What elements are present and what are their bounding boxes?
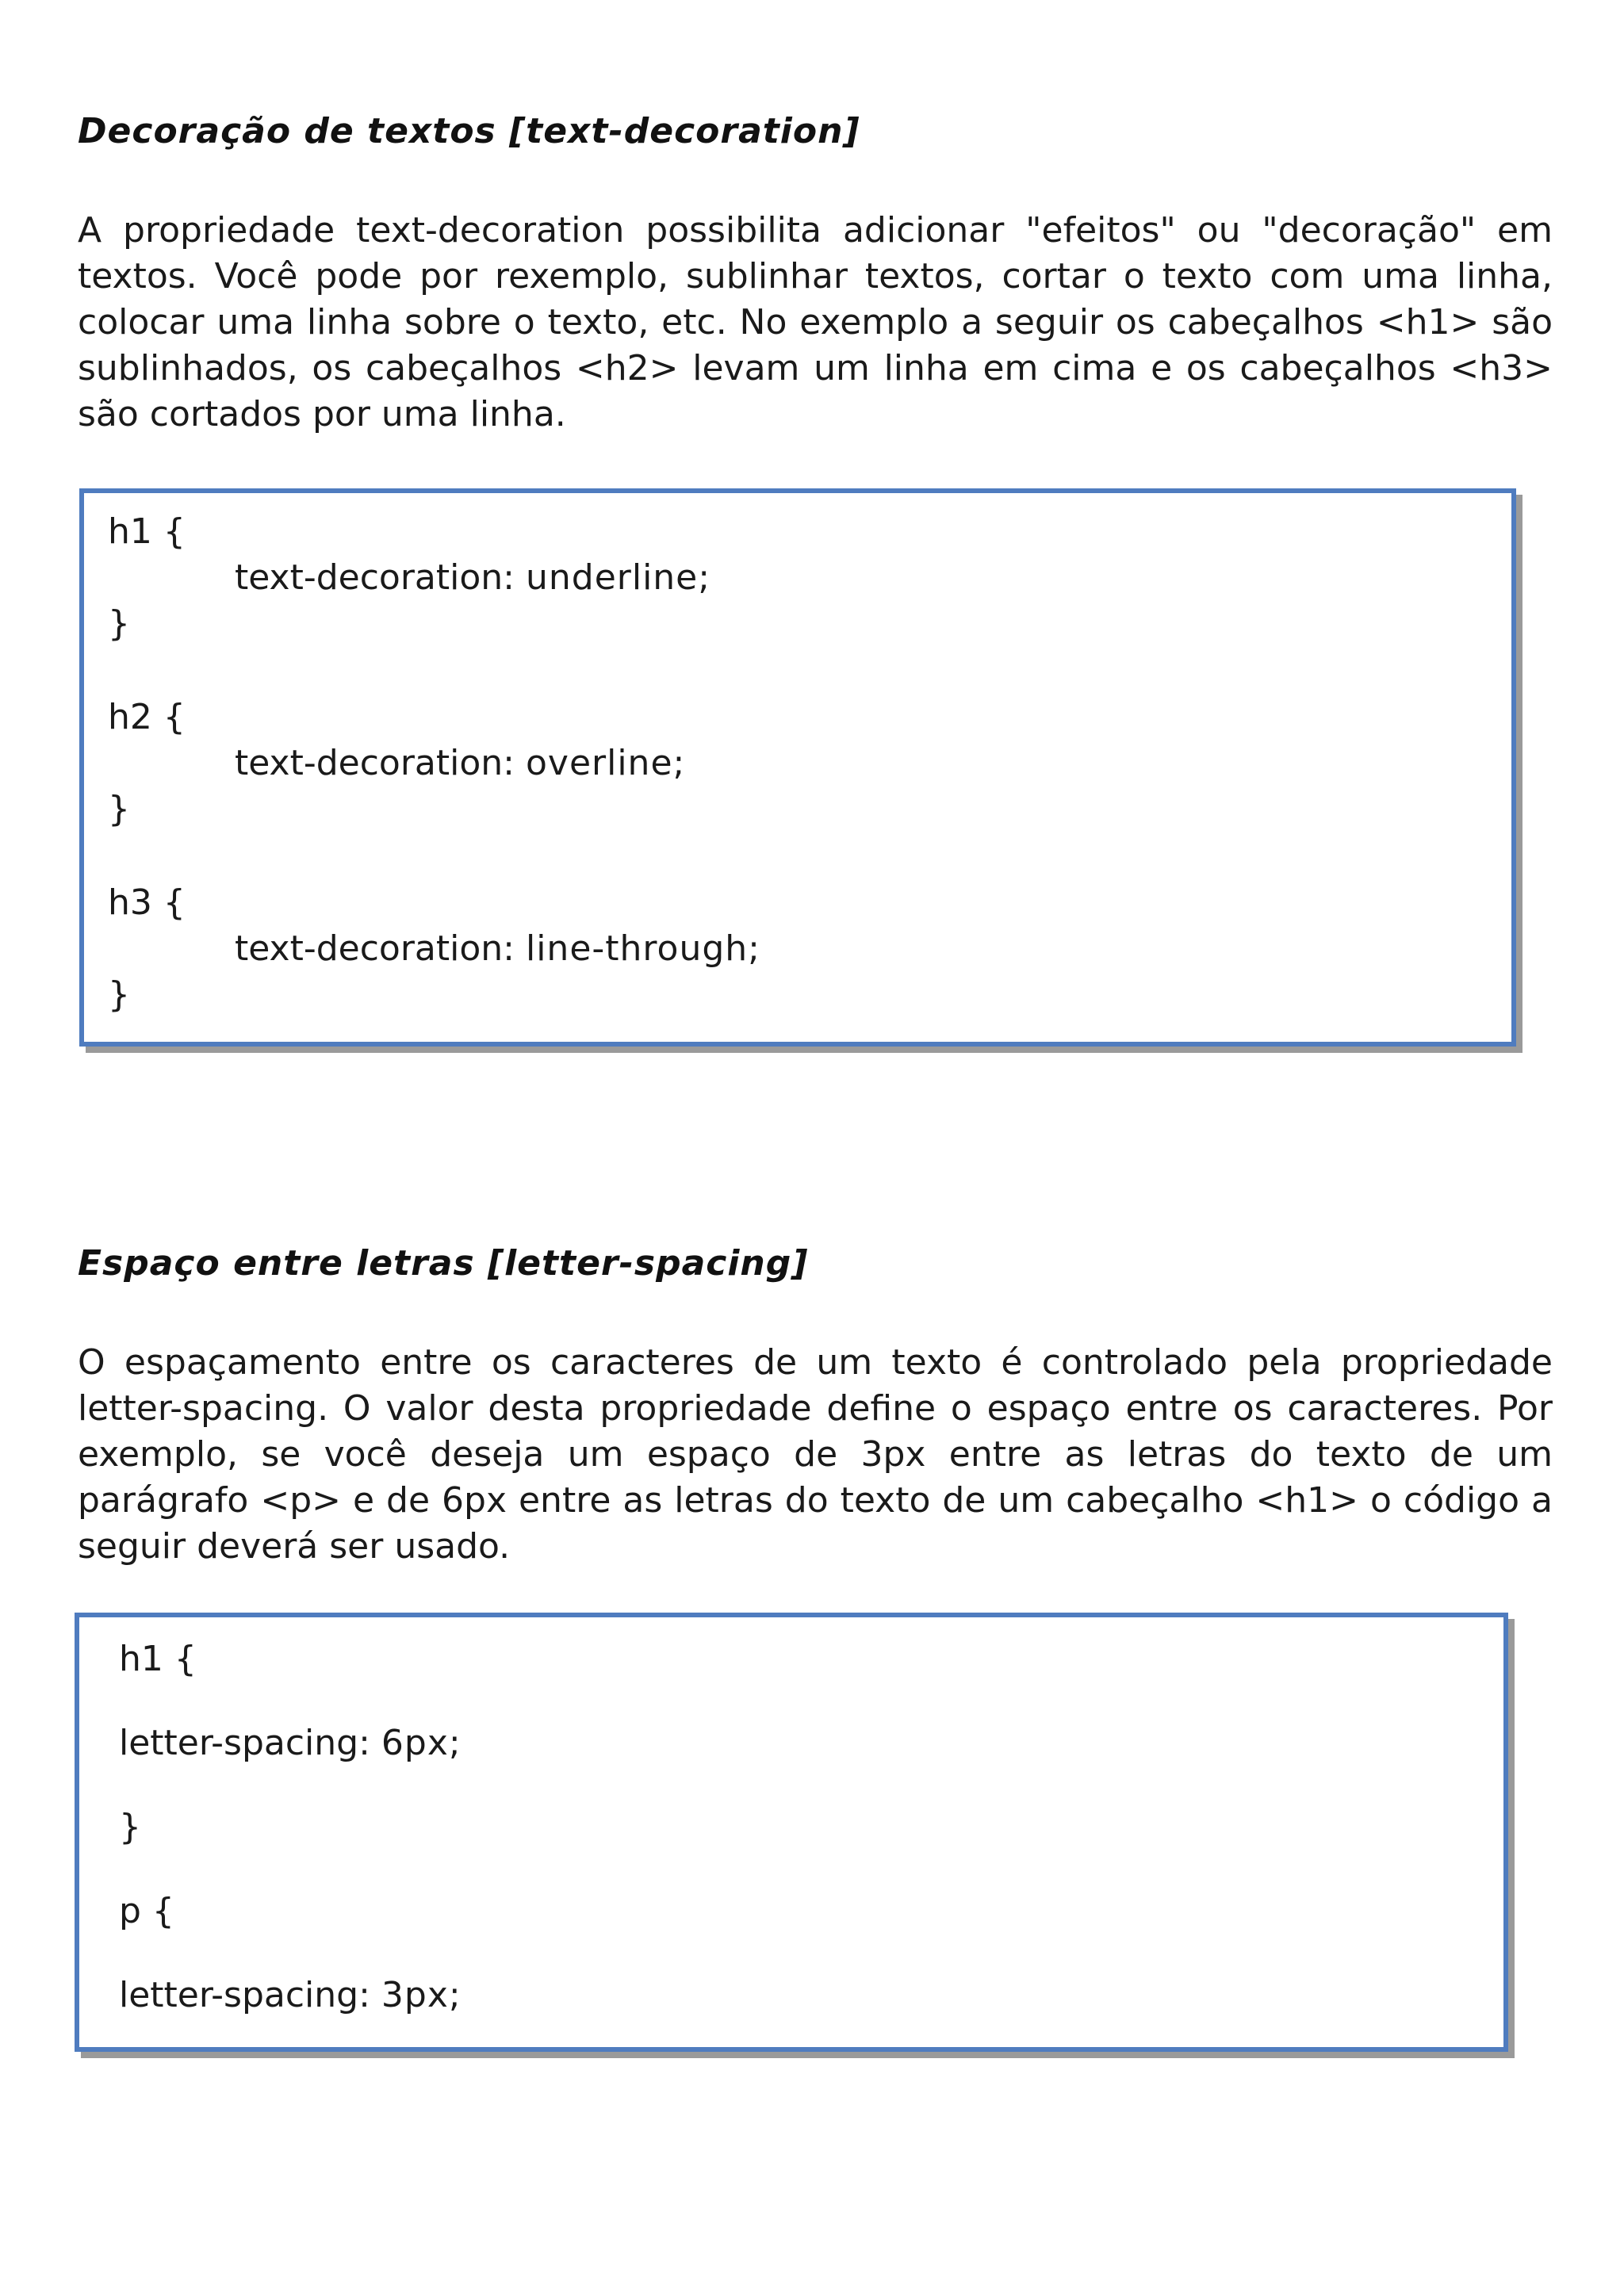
- code-line: }: [119, 1807, 141, 1847]
- code-line: letter-spacing: 6px;: [119, 1723, 461, 1763]
- code-line: h1 {: [119, 1639, 197, 1679]
- code-line: }: [108, 789, 130, 829]
- code-line: text-decoration: overline;: [235, 743, 685, 783]
- paragraph-text-decoration: A propriedade text-decoration possibilita adicionar "efeitos" ou "decoração" em textos. Você pode por rexemplo, sublinhar textos, cortar o texto com uma linha, colocar uma linha sobre o texto, etc. No exemplo a seguir os cabeçalhos <h1> são sublinhados, os cabeçalhos <h2> levam um linha em cima e os cabeçalhos <h3> são cortados por uma linha.: [78, 210, 1553, 434]
- code-box-letter-spacing: [75, 1613, 1508, 2052]
- code-line: letter-spacing: 3px;: [119, 1975, 461, 2015]
- section-heading-letter-spacing: Espaço entre letras [letter-spacing]: [78, 1243, 809, 1284]
- code-line: p {: [119, 1891, 174, 1931]
- paragraph-letter-spacing: O espaçamento entre os caracteres de um texto é controlado pela propriedade letter-spacing. O valor desta propriedade define o espaço entre os caracteres. Por exemplo, se você deseja um espaço de 3px entre as letras do texto de um parágrafo <p> e de 6px entre as letras do texto de um cabeçalho <h1> o código a seguir deverá ser usado.: [78, 1342, 1553, 1567]
- code-line: h2 {: [108, 697, 186, 737]
- code-box-text-decoration: [79, 488, 1516, 1047]
- code-line: }: [108, 603, 130, 644]
- code-line: text-decoration: underline;: [235, 557, 710, 598]
- code-line: h3 {: [108, 882, 186, 923]
- code-line: }: [108, 974, 130, 1015]
- section-heading-text-decoration: Decoração de textos [text-decoration]: [78, 111, 860, 151]
- code-line: text-decoration: line-through;: [235, 928, 760, 969]
- code-line: h1 {: [108, 511, 186, 552]
